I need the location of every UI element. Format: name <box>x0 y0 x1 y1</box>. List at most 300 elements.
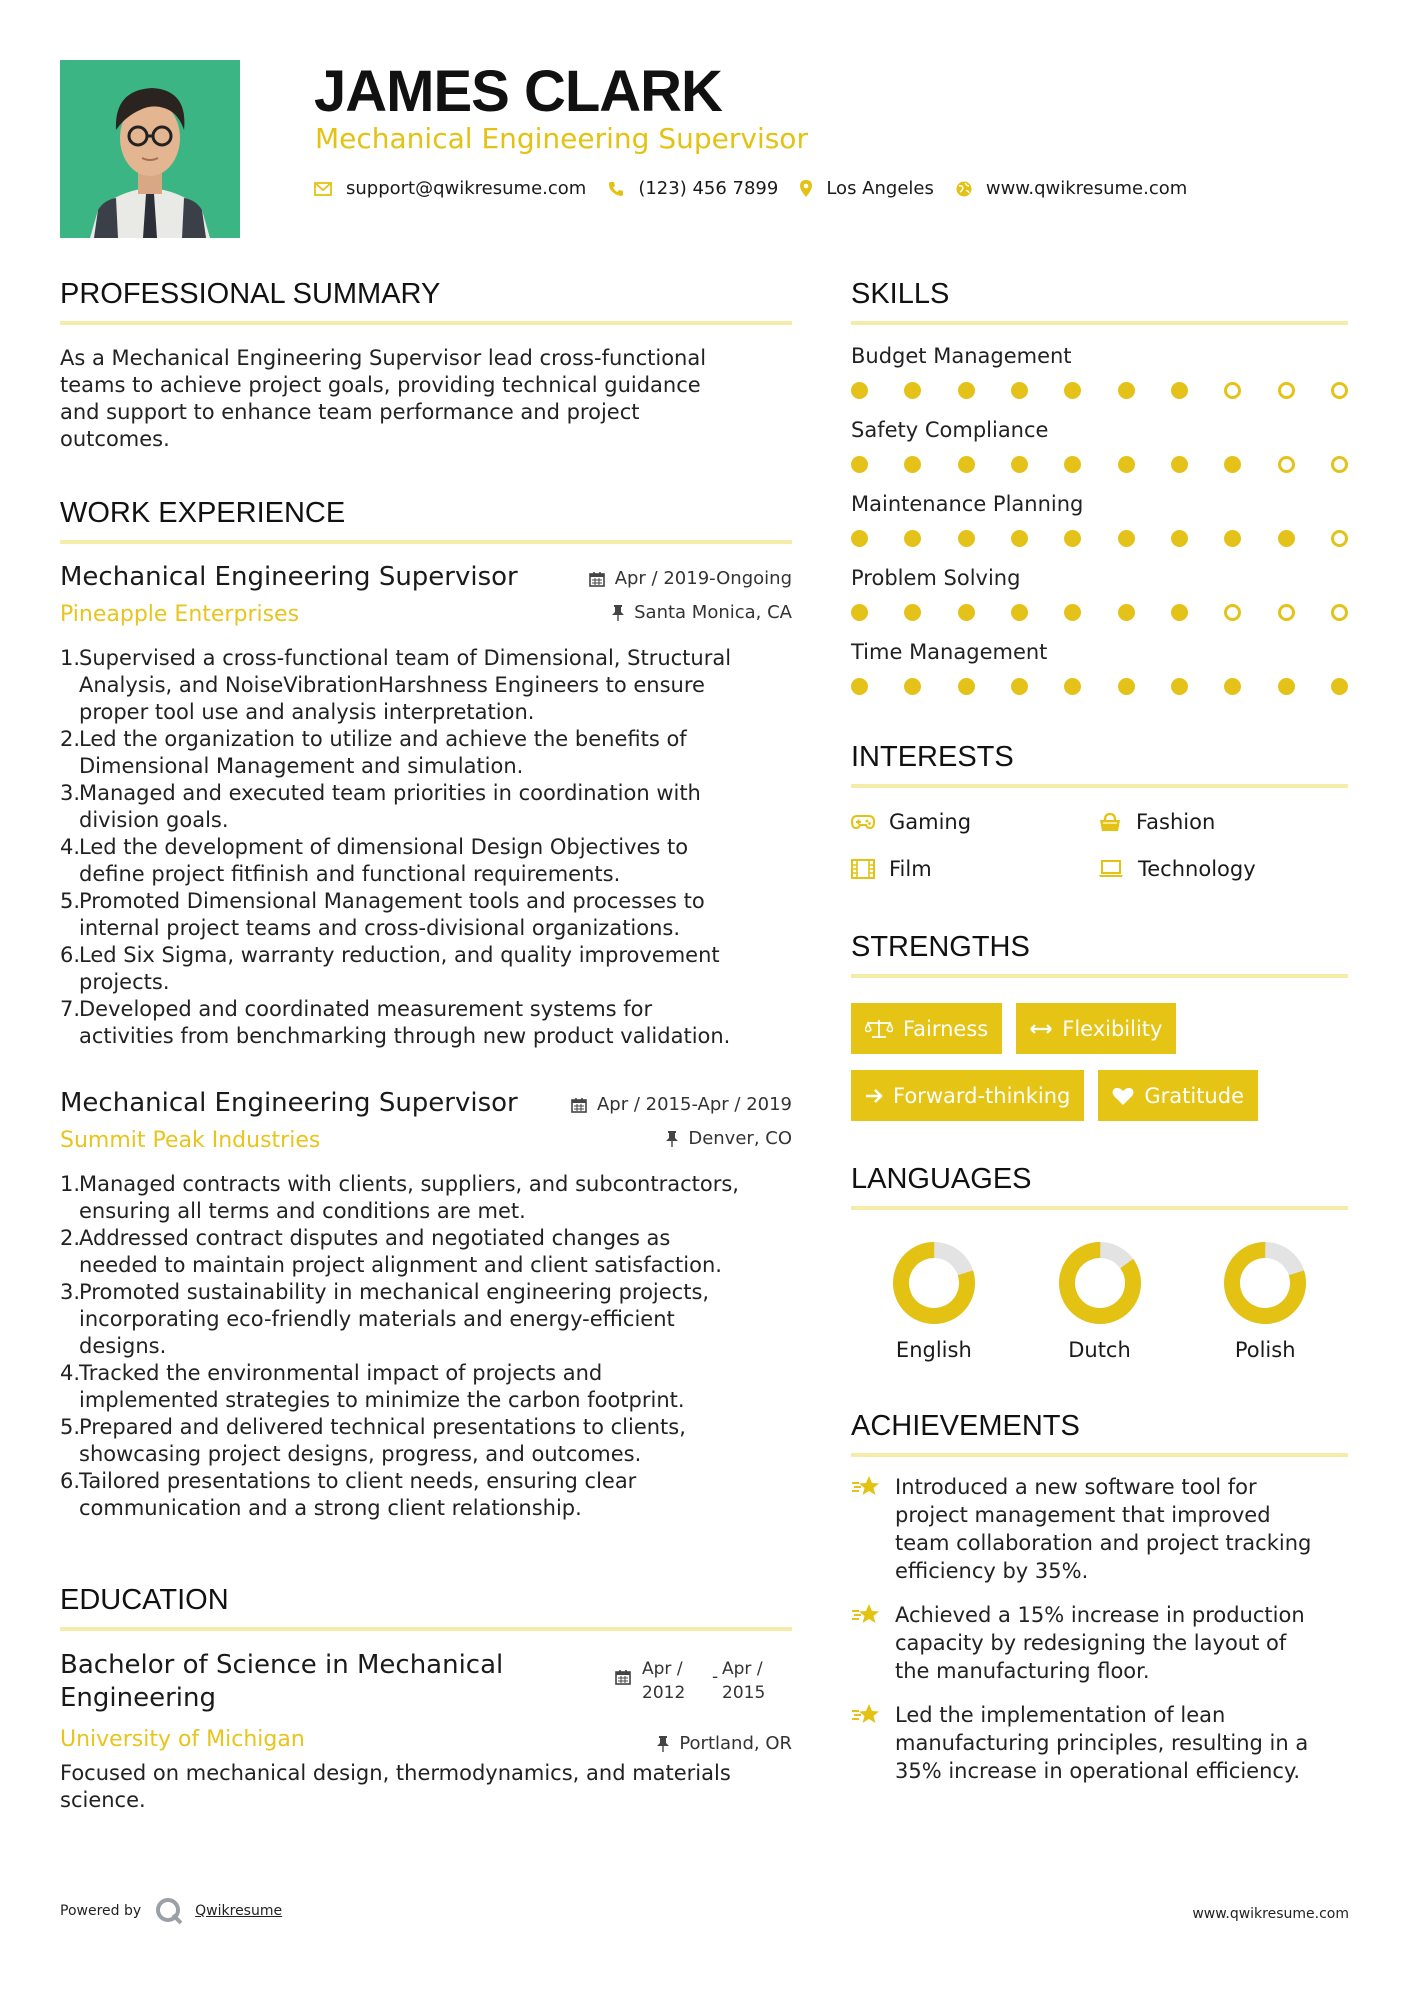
language-item <box>1017 1240 1183 1362</box>
strengths-heading: STRENGTHS <box>851 931 1030 963</box>
edu-location-text: Portland, OR <box>679 1733 792 1754</box>
bullet-number <box>60 753 79 780</box>
bullet-text: Dimensional Management and simulation. <box>79 754 524 778</box>
achievement-line: project management that improved <box>895 1503 1271 1527</box>
bullet-number <box>60 1441 79 1468</box>
bullet-text: Led the organization to utilize and achieve the benefits of <box>79 727 687 751</box>
strength-tag <box>1098 1070 1258 1121</box>
rating-dot-filled <box>904 456 921 473</box>
rating-dot-empty <box>1278 382 1295 399</box>
rating-dot-empty <box>1331 530 1348 547</box>
job-bullet-line <box>60 915 792 942</box>
edu-desc-line: Focused on mechanical design, thermodynamics, and materials <box>60 1761 731 1785</box>
section-divider <box>60 1627 792 1631</box>
interest-item <box>851 857 1098 881</box>
bullet-number: 3. <box>60 781 81 805</box>
bullet-text: Prepared and delivered technical presentations to clients, <box>79 1415 686 1439</box>
rating-dot-empty <box>1331 382 1348 399</box>
bullet-number <box>60 1333 79 1360</box>
rating-dot-filled <box>1171 382 1188 399</box>
bullet-text: Managed contracts with clients, suppliers, and subcontractors, <box>79 1172 739 1196</box>
job-bullet-line <box>60 1171 792 1198</box>
rating-dot-filled <box>904 604 921 621</box>
skill-item <box>851 640 1348 695</box>
rating-dot-empty <box>1224 604 1241 621</box>
job-bullet-line <box>60 1252 792 1279</box>
rating-dot-filled <box>958 382 975 399</box>
skill-rating <box>851 604 1348 621</box>
school-name: University of Michigan <box>60 1727 305 1752</box>
education-entry <box>60 1649 792 1814</box>
bullet-number: 6. <box>60 943 81 967</box>
bullet-number <box>60 1252 79 1279</box>
summary-heading: PROFESSIONAL SUMMARY <box>60 278 441 310</box>
achievement-item <box>851 1601 1348 1685</box>
interest-item <box>1098 857 1348 881</box>
language-item <box>1182 1240 1348 1362</box>
rating-dot-empty <box>1331 456 1348 473</box>
rating-dot-filled <box>958 678 975 695</box>
arrows-icon <box>1030 1023 1052 1035</box>
achievements-list <box>851 1473 1348 1785</box>
rating-dot-filled <box>1118 456 1135 473</box>
achievement-item <box>851 1701 1348 1785</box>
summary-line: and support to enhance team performance and project <box>60 400 640 424</box>
strength-label: Fairness <box>903 1016 989 1041</box>
section-divider <box>60 540 792 544</box>
calendar-icon <box>615 1669 631 1685</box>
rating-dot-filled <box>1171 456 1188 473</box>
rating-dot-empty <box>1224 382 1241 399</box>
languages-list <box>851 1240 1348 1362</box>
profile-photo <box>60 60 240 238</box>
experience-heading: WORK EXPERIENCE <box>60 497 346 529</box>
job-bullet-line <box>60 1023 792 1050</box>
rating-dot-filled <box>1224 678 1241 695</box>
map-pin-icon <box>800 180 812 197</box>
rating-dot-filled <box>1118 604 1135 621</box>
section-divider <box>851 974 1348 978</box>
bullet-text: Promoted Dimensional Management tools and processes to <box>79 889 705 913</box>
interest-label: Film <box>889 857 932 881</box>
bullet-text: incorporating eco-friendly materials and energy-efficient <box>79 1307 675 1331</box>
section-divider <box>851 784 1348 788</box>
skill-item <box>851 492 1348 547</box>
interest-item <box>1098 810 1348 834</box>
skill-item <box>851 566 1348 621</box>
experience-section <box>60 497 792 1522</box>
rating-dot-filled <box>1118 530 1135 547</box>
job-company: Pineapple Enterprises <box>60 602 300 627</box>
calendar-icon <box>571 1097 587 1113</box>
language-name: English <box>895 1338 972 1362</box>
rating-dot-filled <box>904 530 921 547</box>
achievement-text <box>895 1601 1305 1685</box>
edu-end-date <box>722 1657 765 1705</box>
bullet-number <box>60 1495 79 1522</box>
bullet-text: ensuring all terms and conditions are met. <box>79 1199 526 1223</box>
job-bullet-line <box>60 1198 792 1225</box>
bullet-number: 7. <box>60 997 81 1021</box>
strength-tag <box>851 1003 1002 1054</box>
rating-dot-filled <box>1224 530 1241 547</box>
edu-date-dash: - <box>712 1667 719 1687</box>
achievement-line: capacity by redesigning the layout of <box>895 1631 1287 1655</box>
achievements-heading: ACHIEVEMENTS <box>851 1410 1080 1442</box>
bullet-number <box>60 699 79 726</box>
candidate-title: Mechanical Engineering Supervisor <box>315 122 808 155</box>
job-location-text: Denver, CO <box>688 1128 792 1149</box>
bullet-text: Addressed contract disputes and negotiated changes as <box>79 1226 671 1250</box>
bullet-text: communication and a strong client relationship. <box>79 1496 582 1520</box>
qwikresume-logo-icon <box>155 1897 183 1925</box>
job-bullet-line <box>60 942 792 969</box>
achievement-text <box>895 1473 1311 1585</box>
job-date <box>571 1094 792 1115</box>
left-column <box>60 278 792 1814</box>
heart-icon <box>1112 1086 1134 1106</box>
rating-dot-filled <box>1011 678 1028 695</box>
achievement-line: Achieved a 15% increase in production <box>895 1603 1305 1627</box>
rating-dot-filled <box>1064 456 1081 473</box>
job-bullet-line <box>60 1414 792 1441</box>
rating-dot-filled <box>851 382 868 399</box>
bullet-text: proper tool use and analysis interpretation. <box>79 700 535 724</box>
job-date <box>589 568 792 589</box>
bullet-number: 4. <box>60 1361 81 1385</box>
rating-dot-filled <box>1118 382 1135 399</box>
job-date-text: Apr / 2019-Ongoing <box>614 568 792 589</box>
bullet-text: projects. <box>79 970 170 994</box>
achievement-line: Led the implementation of lean <box>895 1703 1226 1727</box>
skill-item <box>851 344 1348 399</box>
job-bullet-line <box>60 699 792 726</box>
job-bullet-line <box>60 807 792 834</box>
job-bullet-line <box>60 861 792 888</box>
job-bullet-line <box>60 888 792 915</box>
bag-icon <box>1098 812 1122 832</box>
bullet-text: division goals. <box>79 808 229 832</box>
globe-icon <box>956 181 972 197</box>
skill-rating <box>851 530 1348 547</box>
bullet-text: Tailored presentations to client needs, ensuring clear <box>79 1469 637 1493</box>
skills-list <box>851 344 1348 695</box>
language-donut <box>1057 1240 1143 1326</box>
donut-fill <box>1224 1241 1307 1324</box>
rating-dot-filled <box>1064 382 1081 399</box>
bullet-number: 5. <box>60 1415 81 1439</box>
summary-line: As a Mechanical Engineering Supervisor lead cross-functional <box>60 346 707 370</box>
languages-section <box>851 1163 1348 1362</box>
edu-start-date <box>642 1657 685 1705</box>
job-title: Mechanical Engineering Supervisor <box>60 562 518 592</box>
skills-section <box>851 278 1348 695</box>
envelope-icon <box>314 182 332 196</box>
summary-line: teams to achieve project goals, providing technical guidance <box>60 373 701 397</box>
strengths-section <box>851 931 1348 1121</box>
bullet-text: activities from benchmarking through new product validation. <box>79 1024 731 1048</box>
language-name: Dutch <box>1068 1338 1131 1362</box>
job-bullet-line <box>60 834 792 861</box>
job-bullet-line <box>60 1279 792 1306</box>
summary-text <box>60 345 792 453</box>
rating-dot-empty <box>1331 604 1348 621</box>
achievement-line: team collaboration and project tracking <box>895 1531 1312 1555</box>
job-bullet-line <box>60 753 792 780</box>
job-bullet-line <box>60 996 792 1023</box>
interest-label: Gaming <box>889 810 972 834</box>
job-bullets <box>60 645 792 1050</box>
pushpin-icon <box>657 1736 669 1752</box>
strength-label: Gratitude <box>1144 1083 1244 1108</box>
achievement-line: efficiency by 35%. <box>895 1559 1089 1583</box>
section-divider <box>851 1206 1348 1210</box>
pushpin-icon <box>612 605 624 621</box>
bullet-number <box>60 672 79 699</box>
degree-line: Engineering <box>60 1683 216 1713</box>
bullet-number: 6. <box>60 1469 81 1493</box>
language-name: Polish <box>1234 1338 1296 1362</box>
strength-tag <box>851 1070 1084 1121</box>
job-entry <box>60 562 792 1050</box>
job-bullet-line <box>60 1468 792 1495</box>
achievement-item <box>851 1473 1348 1585</box>
rating-dot-filled <box>1011 456 1028 473</box>
star-trophy-icon <box>851 1702 881 1728</box>
contact-location <box>800 178 934 199</box>
bullet-number: 3. <box>60 1280 81 1304</box>
achievement-text <box>895 1701 1308 1785</box>
interests-list <box>851 810 1348 881</box>
pushpin-icon <box>666 1131 678 1147</box>
bullet-text: define project fitfinish and functional requirements. <box>79 862 621 886</box>
rating-dot-filled <box>1331 678 1348 695</box>
language-donut <box>891 1240 977 1326</box>
summary-section <box>60 278 792 453</box>
star-trophy-icon <box>851 1474 881 1500</box>
rating-dot-filled <box>1118 678 1135 695</box>
edu-start-month: Apr / <box>642 1659 683 1679</box>
website-text: www.qwikresume.com <box>985 178 1188 199</box>
bullet-text: showcasing project designs, progress, and outcomes. <box>79 1442 642 1466</box>
bullet-number <box>60 1387 79 1414</box>
scale-icon <box>865 1019 893 1039</box>
bullet-text: needed to maintain project alignment and client satisfaction. <box>79 1253 722 1277</box>
job-bullet-line <box>60 645 792 672</box>
bullet-text: designs. <box>79 1334 167 1358</box>
degree-line: Bachelor of Science in Mechanical <box>60 1650 504 1680</box>
bullet-number: 5. <box>60 889 81 913</box>
skill-name: Safety Compliance <box>851 418 1049 442</box>
education-heading: EDUCATION <box>60 1584 229 1616</box>
job-date-text: Apr / 2015-Apr / 2019 <box>596 1094 792 1115</box>
job-bullet-line <box>60 1306 792 1333</box>
rating-dot-filled <box>1064 604 1081 621</box>
donut-fill <box>892 1241 975 1324</box>
skill-rating <box>851 382 1348 399</box>
bullet-number <box>60 1198 79 1225</box>
section-divider <box>851 321 1348 325</box>
job-bullet-line <box>60 969 792 996</box>
bullet-text: Promoted sustainability in mechanical engineering projects, <box>79 1280 710 1304</box>
rating-dot-filled <box>1064 678 1081 695</box>
job-location <box>612 602 792 623</box>
interest-item <box>851 810 1098 834</box>
skills-heading: SKILLS <box>851 278 950 310</box>
bullet-text: Tracked the environmental impact of projects and <box>79 1361 603 1385</box>
section-divider <box>60 321 792 325</box>
job-bullet-line <box>60 1360 792 1387</box>
candidate-name: JAMES CLARK <box>314 59 722 124</box>
language-donut <box>1222 1240 1308 1326</box>
bullet-number <box>60 1306 79 1333</box>
skill-rating <box>851 678 1348 695</box>
edu-end-year: 2015 <box>722 1683 766 1703</box>
contact-email[interactable] <box>314 178 586 199</box>
arrow-right-icon <box>865 1088 883 1104</box>
interest-label: Technology <box>1138 857 1256 881</box>
contact-phone[interactable] <box>608 178 778 199</box>
email-text: support@qwikresume.com <box>346 178 587 199</box>
bullet-number: 1. <box>60 1172 81 1196</box>
footer-branding <box>60 1897 282 1925</box>
rating-dot-filled <box>958 604 975 621</box>
film-icon <box>851 859 875 879</box>
interest-label: Fashion <box>1136 810 1216 834</box>
rating-dot-filled <box>1171 604 1188 621</box>
contact-website[interactable] <box>956 178 1187 199</box>
job-bullet-line <box>60 1387 792 1414</box>
job-bullets <box>60 1171 792 1522</box>
achievement-line: the manufacturing floor. <box>895 1659 1150 1683</box>
edu-desc-line: science. <box>60 1788 146 1812</box>
achievements-section <box>851 1410 1348 1785</box>
skill-name: Budget Management <box>851 344 1072 368</box>
rating-dot-filled <box>851 530 868 547</box>
laptop-icon <box>1098 860 1124 878</box>
job-bullet-line <box>60 1225 792 1252</box>
rating-dot-filled <box>958 456 975 473</box>
rating-dot-filled <box>1278 678 1295 695</box>
language-item <box>851 1240 1017 1362</box>
bullet-text: Analysis, and NoiseVibrationHarshness Engineers to ensure <box>79 673 705 697</box>
skill-name: Time Management <box>851 640 1048 664</box>
bullet-number: 4. <box>60 835 81 859</box>
edu-end-month: Apr / <box>722 1659 763 1679</box>
section-divider <box>851 1453 1348 1457</box>
strength-label: Flexibility <box>1062 1016 1163 1041</box>
rating-dot-filled <box>1224 456 1241 473</box>
bullet-number <box>60 915 79 942</box>
strengths-list <box>851 1003 1348 1121</box>
rating-dot-filled <box>1278 530 1295 547</box>
skill-rating <box>851 456 1348 473</box>
rating-dot-filled <box>851 456 868 473</box>
right-column <box>851 278 1348 1785</box>
bullet-number: 2. <box>60 727 81 751</box>
job-title: Mechanical Engineering Supervisor <box>60 1088 518 1118</box>
location-text: Los Angeles <box>826 178 934 199</box>
bullet-text: Developed and coordinated measurement systems for <box>79 997 653 1021</box>
brand-link[interactable]: Qwikresume <box>195 1903 283 1919</box>
gamepad-icon <box>851 814 875 830</box>
interests-section <box>851 741 1348 881</box>
rating-dot-filled <box>904 678 921 695</box>
summary-line: outcomes. <box>60 427 170 451</box>
degree-title <box>60 1649 560 1715</box>
star-trophy-icon <box>851 1602 881 1628</box>
job-bullet-line <box>60 780 792 807</box>
job-company: Summit Peak Industries <box>60 1128 321 1153</box>
powered-by-text: Powered by <box>60 1903 142 1919</box>
job-location-text: Santa Monica, CA <box>634 602 792 623</box>
interests-heading: INTERESTS <box>851 741 1014 773</box>
bullet-number <box>60 807 79 834</box>
contact-bar <box>314 178 1209 199</box>
bullet-number <box>60 969 79 996</box>
rating-dot-empty <box>1278 456 1295 473</box>
bullet-number: 2. <box>60 1226 81 1250</box>
rating-dot-filled <box>1011 382 1028 399</box>
bullet-text: internal project teams and cross-divisional organizations. <box>79 916 681 940</box>
rating-dot-filled <box>1011 530 1028 547</box>
donut-fill <box>1057 1240 1143 1326</box>
rating-dot-filled <box>1064 530 1081 547</box>
bullet-text: Led Six Sigma, warranty reduction, and quality improvement <box>79 943 720 967</box>
achievement-line: 35% increase in operational efficiency. <box>895 1759 1301 1783</box>
job-bullet-line <box>60 1333 792 1360</box>
bullet-number <box>60 861 79 888</box>
strength-tag <box>1016 1003 1176 1054</box>
calendar-icon <box>589 571 605 587</box>
skill-item <box>851 418 1348 473</box>
bullet-text: Supervised a cross-functional team of Dimensional, Structural <box>79 646 732 670</box>
edu-location <box>657 1733 792 1754</box>
bullet-number <box>60 1023 79 1050</box>
job-bullet-line <box>60 672 792 699</box>
job-entry <box>60 1088 792 1522</box>
rating-dot-empty <box>1278 604 1295 621</box>
languages-heading: LANGUAGES <box>851 1163 1032 1195</box>
phone-text: (123) 456 7899 <box>638 178 779 199</box>
bullet-number: 1. <box>60 646 81 670</box>
job-location <box>666 1128 792 1149</box>
skill-name: Problem Solving <box>851 566 1021 590</box>
job-bullet-line <box>60 1441 792 1468</box>
achievement-line: manufacturing principles, resulting in a <box>895 1731 1309 1755</box>
skill-name: Maintenance Planning <box>851 492 1084 516</box>
rating-dot-filled <box>1011 604 1028 621</box>
rating-dot-filled <box>851 604 868 621</box>
rating-dot-filled <box>904 382 921 399</box>
bullet-text: Led the development of dimensional Design Objectives to <box>79 835 689 859</box>
bullet-text: implemented strategies to minimize the carbon footprint. <box>79 1388 685 1412</box>
rating-dot-filled <box>1171 530 1188 547</box>
rating-dot-filled <box>851 678 868 695</box>
strength-label: Forward-thinking <box>893 1083 1071 1108</box>
achievement-line: Introduced a new software tool for <box>895 1475 1257 1499</box>
edu-start-year: 2012 <box>642 1683 686 1703</box>
bullet-text: Managed and executed team priorities in coordination with <box>79 781 701 805</box>
education-description <box>60 1760 792 1814</box>
job-bullet-line <box>60 1495 792 1522</box>
rating-dot-filled <box>1171 678 1188 695</box>
job-bullet-line <box>60 726 792 753</box>
education-section <box>60 1584 792 1814</box>
rating-dot-filled <box>958 530 975 547</box>
phone-icon <box>608 181 624 197</box>
footer-url[interactable]: www.qwikresume.com <box>1192 1906 1349 1922</box>
